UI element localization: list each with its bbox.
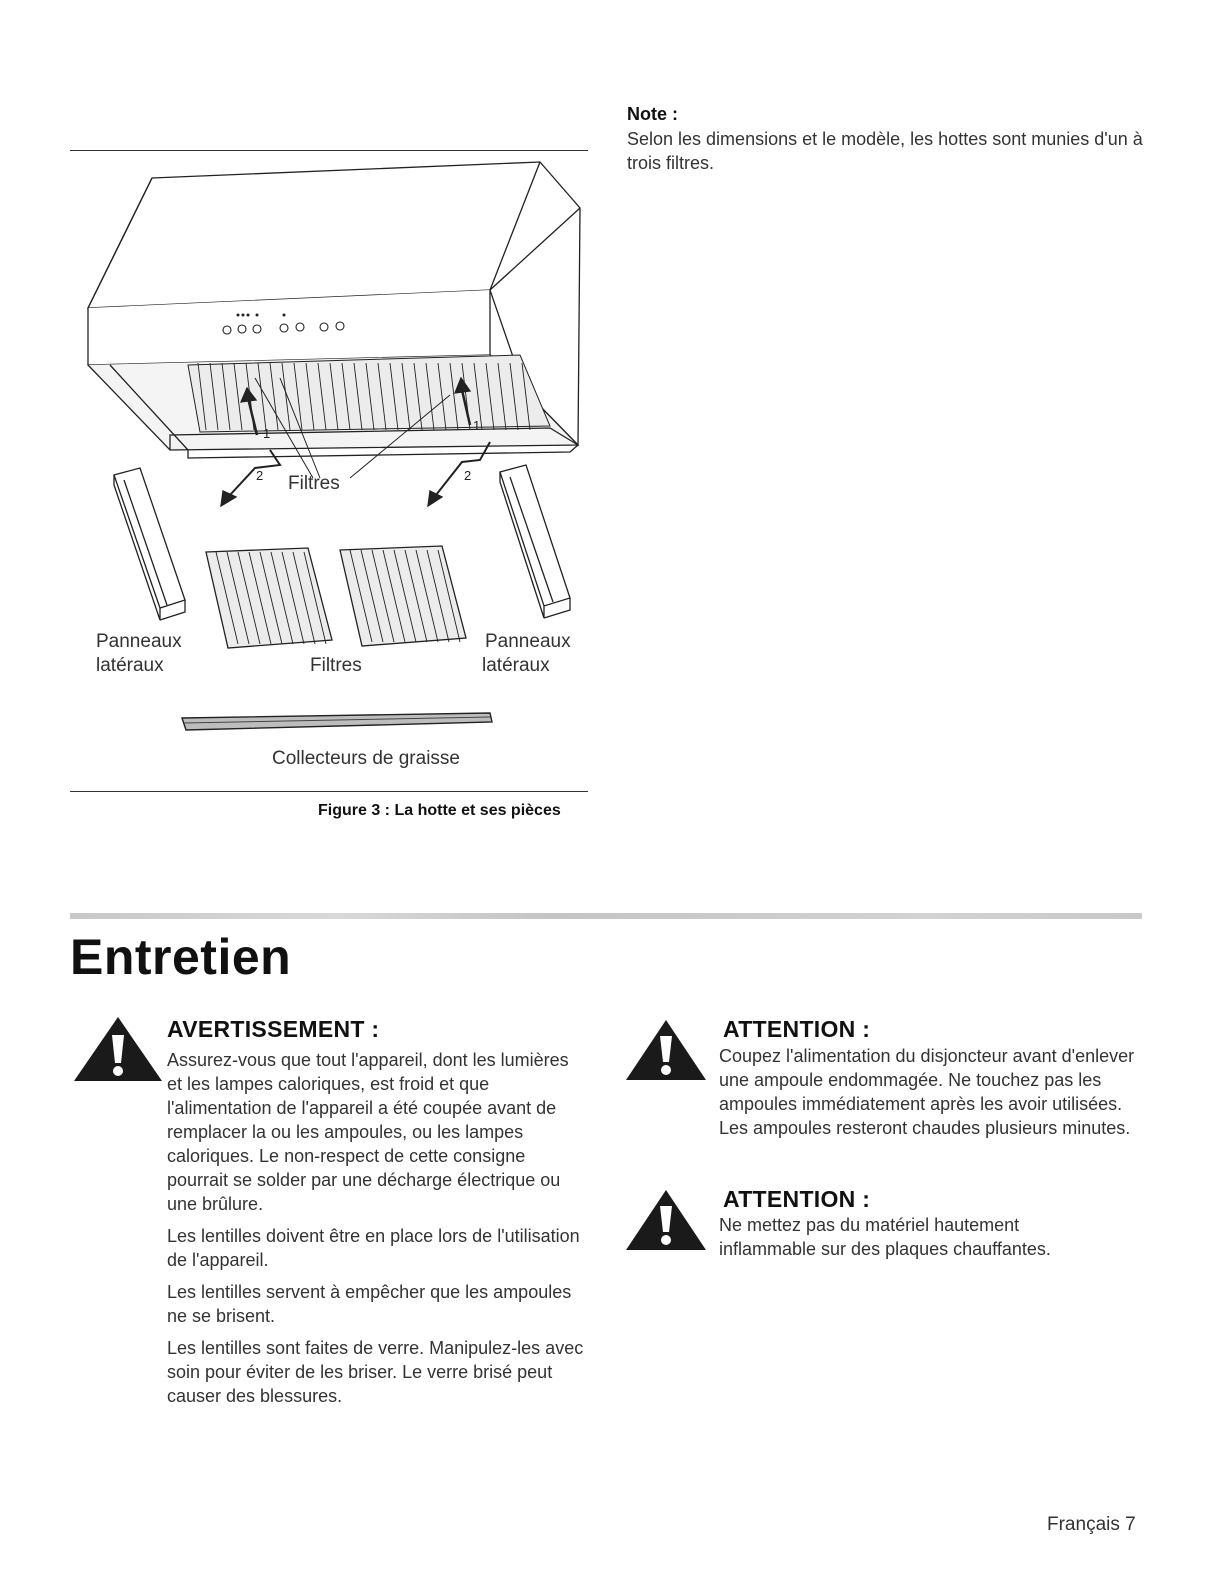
warning-paragraph: Les lentilles sont faites de verre. Manipulez-les avec soin pour éviter de les briser. Le verre brisé peut causer des blessures. — [167, 1338, 584, 1406]
caution2-triangle-icon — [624, 1188, 708, 1257]
step2-left-label: 2 — [256, 468, 264, 483]
note-text: Selon les dimensions et le modèle, les hottes sont munies d'un à trois filtres. — [627, 129, 1143, 173]
warning-paragraph: Les lentilles servent à empêcher que les ampoules ne se brisent. — [167, 1282, 572, 1326]
label-panneaux-left: Panneaux — [96, 631, 182, 652]
label-lateraux-left: latéraux — [96, 655, 164, 676]
caution1-heading: ATTENTION : — [723, 1016, 871, 1042]
warning-paragraph: Assurez-vous que tout l'appareil, dont les lumières et les lampes caloriques, est froid et que l'alimentation de l'appareil a été coupée avant de remplacer la ou les ampoules, ou les lampes caloriques. Le non-respect de cette consigne pourrait se solder par une décharge électrique ou une brûlure. — [167, 1050, 569, 1214]
range-hood-illustration — [70, 150, 590, 790]
note-title: Note : — [627, 104, 678, 124]
caution2-body: Ne mettez pas du matériel hautement inflammable sur des plaques chauffantes. — [719, 1215, 1051, 1259]
section-title: Entretien — [70, 929, 292, 985]
caution1-triangle-icon — [624, 1018, 708, 1087]
warning-triangle-icon — [72, 1015, 164, 1088]
page-footer: Français 7 — [1047, 1514, 1136, 1535]
label-collecteurs: Collecteurs de graisse — [272, 748, 460, 769]
warning-heading: AVERTISSEMENT : — [167, 1016, 380, 1042]
label-filtres-bottom: Filtres — [310, 655, 362, 676]
figure-caption: Figure 3 : La hotte et ses pièces — [318, 802, 561, 819]
warning-paragraph: Les lentilles doivent être en place lors de l'utilisation de l'appareil. — [167, 1226, 580, 1270]
caution1-body: Coupez l'alimentation du disjoncteur avant d'enlever une ampoule endommagée. Ne touchez pas les ampoules immédiatement après les avoir utilisées. Les ampoules resteront chaudes plusieurs minutes. — [719, 1046, 1135, 1138]
step2-right-label: 2 — [464, 468, 472, 483]
figure-bottom-rule — [70, 791, 588, 792]
label-filtres-top: Filtres — [288, 473, 340, 494]
step1-left-label: 1 — [263, 426, 271, 441]
section-divider — [70, 913, 1142, 919]
range-hood-figure — [70, 150, 590, 790]
label-panneaux-right: Panneaux — [485, 631, 571, 652]
label-lateraux-right: latéraux — [482, 655, 550, 676]
step1-right-label: 1 — [473, 418, 481, 433]
caution2-heading: ATTENTION : — [723, 1186, 871, 1212]
warning-body — [167, 1048, 587, 1416]
